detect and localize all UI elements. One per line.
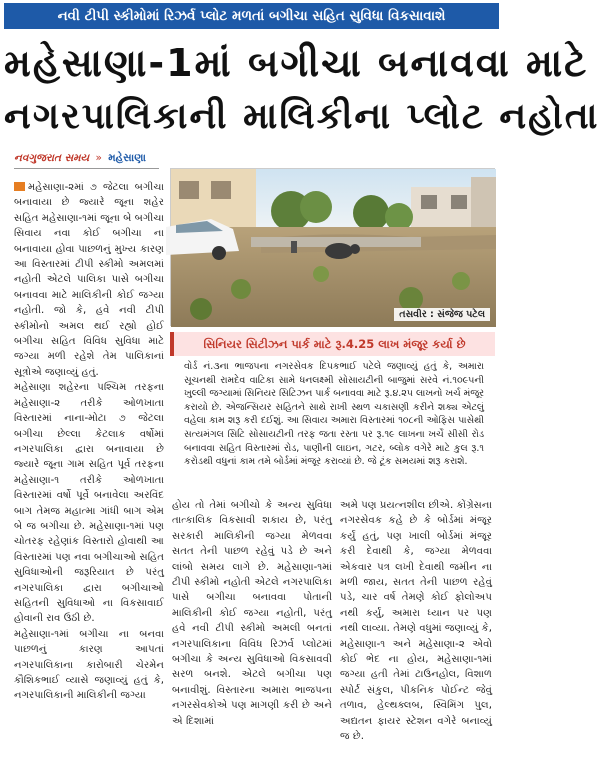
publication-name: નવગુજરાત સમય <box>14 152 90 164</box>
paragraph: મહેસાણા શહેરના પશ્ચિમ તરફના મહેસાણા-૨ તરીકે ઓળખાતા વિસ્તારમાં નાના-મોટા ૭ જેટલા બગીચા છેલ્લા કેટલાક વર્ષોમાં નગરપાલિકા દ્વારા બનાવાયા છે જ્યારે જૂના ગામ સહિત પૂર્વ તરફના મહેસાણા-૧ તરીકે ઓળખાતા વિસ્તારમાં વર્ષો પૂર્વે બનાવેલા અરવિંદ બાગ તેમજ મહાત્મા ગાંધી બાગ એમ બે જ બગીચા છે. મહેસાણા-૧માં પણ ચોતરફ રહેણાંક વિસ્તારો હોવાથી આ વિસ્તારમાં પણ નવા બગીચાઓ સહિત સુવિધાઓની જરૂરિયાત છે પરંતુ નગરપાલિકા દ્વારા બગીચાઓ સહિતની સુવિધાઓ ના વિકસાવાઈ હોવાની રાવ ઉઠી છે. <box>14 382 164 625</box>
paragraph: મહેસાણા-૧માં બગીચા ના બનવા પાછળનું કારણ આપતાં નગરપાલિકાના કારોબારી ચેરમેન કૌશિકભાઈ વ્યાસે જણાવ્યું હતું કે, નગરપાલિકાની માલિકીની જગ્યા <box>14 628 164 702</box>
lead-marker <box>14 182 25 191</box>
headline-line-2: નગરપાલિકાની માલિકીના પ્લોટ નહોતા <box>4 96 599 137</box>
headline-line-1: મહેસાણા-1માં બગીચા બનાવવા માટે <box>4 41 589 85</box>
sidebar-story-text: વોર્ડ નં.૩ના ભાજપના નગરસેવક દિપકભાઈ પટેલે જણાવ્યું હતું કે, અમારા સૂચનથી રામદેવ વાટિકા સામે ધનલક્ષ્મી સોસાયટીની બાજુમાં સરવે નં.૧૦૯૫ની ખુલ્લી જગ્યામાં સિનિયર સિટિઝન પાર્ક બનાવવા માટે રૂ.૪.૨૫ લાખનો ખર્ચ મંજૂર કરાયો છે. એજન્સિયર સહિતને સાથે રાખી સ્થળ ચકાસણી કરીને શક્ય એટલું વહેલા કામ શરૂ કરી દઈશું. આ સિવાય અમારા વિસ્તારમાં ૧૦૮ની ઓફિસ પાસેથી સત્યમંગલ સિટિ સોસાયટીની તરફ જતા રસ્તા પર રૂ.૧૯ લાખના ખર્ચે સીસી રોડ બનાવવા સહિત વિસ્તારમાં રોડ, પાણીની લાઇન, ગટર, બ્લોક વગેરે માટે કુલ રૂ.૧ કરોડથી વધુનાં કામ તમે બોર્ડમાં મંજૂર કરાવ્યાં છે. જે ટૂંક સમયમાં શરૂ કરાશે. <box>184 361 484 468</box>
article-column-left <box>14 180 164 762</box>
paragraph <box>14 180 164 380</box>
subhead-banner: સિનિયર સિટીઝન પાર્ક માટે રૂ.4.25 લાખ મંજૂર કર્યા છે <box>170 332 495 356</box>
photo-credit: તસવીર : સંજેજ પટેલ <box>394 308 490 321</box>
byline-arrow: » <box>95 152 102 164</box>
byline <box>14 152 146 165</box>
paragraph-text: મહેસાણા-૨માં ૭ જેટલા બગીચા બનાવાયા છે જ્યારે જૂના શહેર સહિત મહેસાણા-૧માં જૂના બે બગીચા સિવાય નવા કોઈ બગીચા ના બનાવાયા હોવા પાછળનું મુખ્ય કારણ આ વિસ્તારમાં ટીપી સ્કીમો અમલમાં નહોતી એટલે પાલિકા પાસે બગીચા બનાવવા માટે માલિકીની કોઈ જગ્યા નહોતી. જો કે, હવે નવી ટીપી સ્કીમોનો અમલ થઈ રહ્યો હોઈ બગીચા સહિત વિવિધ સુવિધા માટે જગ્યા મળી રહેશે તેમ પાલિકાનાં સૂત્રોએ જણાવ્યું હતું. <box>14 182 164 378</box>
paragraph: હોય તો તેમાં બગીચો કે અન્ય સુવિધા તાત્કાલિક વિકસાવી શકાય છે, પરંતુ સરકારી માલિકીની જગ્યા મેળવવા સતત તેની પાછળ રહેવું પડે છે અને લાંબો સમય લાગે છે. મહેસાણા-૧માં ટીપી સ્કીમો નહોતી એટલે નગરપાલિકા પાસે બગીચા બનાવવા પોતાની માલિકીની કોઈ જગ્યા નહોતી, પરંતુ હવે નવી ટીપી સ્કીમો અમલી બનતાં નગરપાલિકાના વિવિધ રિઝર્વ પ્લોટમાં બગીચા કે અન્ય સુવિધાઓ વિકસાવવી સરળ બનશે. એટલે બગીચા પણ બનાવીશું. વિસ્તારના અમારા ભાજપના નગરસેવકોએ પણ માગણી કરી છે અને એ દિશામાં <box>172 500 332 727</box>
vacant-plot-photo <box>171 169 496 327</box>
paragraph: અમે પણ પ્રયત્નશીલ છીએ. કોંગ્રેસના નગરસેવક કહે છે કે બોર્ડમાં મંજૂર કર્યું હતું, પણ ખાલી બોર્ડમાં મંજૂર કરી દેવાથી કે, જગ્યા મેળવવા એકવાર પત્ર લખી દેવાથી જમીન ના મળી જાય, સતત તેની પાછળ રહેવું પડે, ચાર વર્ષ તેમણે કોઈ ફોલોઅપ નથી કર્યું, અમારા ધ્યાન પર પણ નથી લાવ્યા. તેમણે વધુમાં જણાવ્યું કે, મહેસાણા-૧ અને મહેસાણા-૨ એવો કોઈ ભેદ ના હોય, મહેસાણા-૧માં જગ્યા હતી તેમાં ટાઉનહોલ, વિશાળ સ્પોર્ટ સંકુલ, પીકનિક પોઈન્ટ જેવું તળાવ, હેલ્થક્લબ, સ્વિમિંગ પુલ, અદ્યતન ફાયર સ્ટેશન વગેરે બનાવ્યું જ છે. <box>340 500 492 743</box>
byline-divider <box>14 168 159 169</box>
dateline-place: મહેસાણા <box>108 152 146 164</box>
news-photo <box>170 168 495 326</box>
kicker-banner: નવી ટીપી સ્કીમોમાં રિઝર્વ પ્લોટ મળતાં બગીચા સહિત સુવિધા વિકસાવાશે <box>4 3 499 29</box>
article-column-middle <box>172 498 332 762</box>
article-column-right <box>340 498 492 762</box>
